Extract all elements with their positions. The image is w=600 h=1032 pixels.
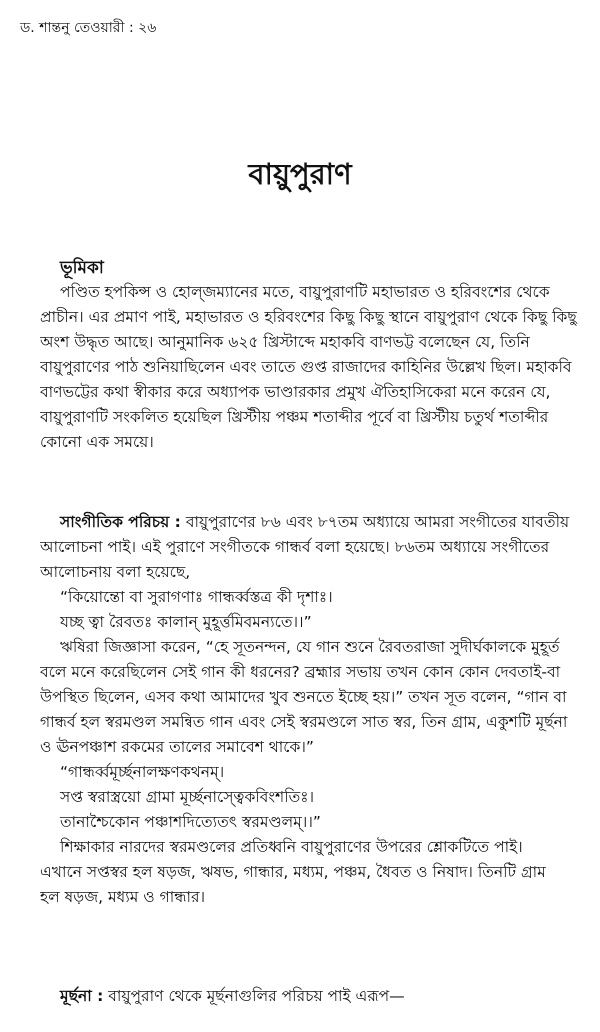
text-line: [40, 984, 580, 1009]
text-line: গান্ধর্ব হল স্বরমণ্ডল সমন্বিত গান এবং সেই স্বরমণ্ডলে সাত স্বর, তিন গ্রাম, একুশটি মূর্ছনা: [40, 713, 568, 731]
murchhana-text: বায়ুপুরাণ থেকে মূর্ছনাগুলির পরিচয় পাই এরূপ—: [103, 987, 405, 1005]
verse-line: যচ্ছ ত্বা রৈবতঃ কালান্ মুহূর্ত্তমিবমন্যতে।।”: [60, 613, 312, 631]
chapter-title: বায়ুপুরাণ: [248, 157, 352, 191]
text-line: উপস্থিত ছিলেন, এসব কথা আমাদের খুব শুনতে ইচ্ছে হয়।” তখন সূত বলেন, “গান বা: [40, 688, 567, 706]
text-line: অংশ উদ্ধৃত আছে। আনুমানিক ৬২৫ খ্রিস্টাব্দে মহাকবি বাণভট্ট বলেছেন যে, তিনি: [40, 333, 530, 351]
verse-line: সপ্ত স্বরাস্ত্রয়ো গ্রামা মূর্চ্ছনাস্ত্বেকবিংশতিঃ।: [60, 788, 315, 806]
sangitik-paragraph: [40, 510, 580, 910]
text-line: হল ষড়জ, মধ্যম ও গান্ধার।: [40, 888, 206, 906]
verse-line: “কিয়োন্তো বা সুরাগণাঃ গান্ধর্ব্বস্তত্র কী দৃশাঃ।: [60, 588, 333, 606]
text-line: ঋষিরা জিজ্ঞাসা করেন, “হে সূতনন্দন, যে গান শুনে রৈবতরাজা সুদীর্ঘকালকে মুহূর্ত: [60, 638, 560, 656]
text-line: এখানে সপ্তস্বর হল ষড়জ, ঋষভ, গান্ধার, মধ্যম, পঞ্চম, ধৈবত ও নিষাদ। তিনটি গ্রাম: [40, 863, 546, 881]
text-line: বায়ুপুরাণটি সংকলিত হয়েছিল খ্রিস্টীয় পঞ্চম শতাব্দীর পূর্বে বা খ্রিস্টীয় চতুর্থ শতাব্দীর: [40, 408, 549, 426]
text-line: বলে মনে করেছিলেন সেই গান কী ধরনের? ব্রহ্মার সভায় তখন কোন কোন দেবতাই-বা: [40, 663, 561, 681]
sangitik-first-line: বায়ুপুরাণের ৮৬ এবং ৮৭তম অধ্যায়ে আমরা সংগীতের যাবতীয়: [180, 513, 570, 531]
murchhana-paragraph: [40, 984, 580, 1009]
sangitik-label: সাংগীতিক পরিচয় :: [60, 513, 181, 531]
text-line: ও ঊনপঞ্চাশ রকমের তালের সমাবেশ থাকে।”: [40, 738, 314, 756]
text-line: [40, 510, 580, 535]
text-line: বাণভট্টের কথা স্বীকার করে অধ্যাপক ভাণ্ডারকার প্রমুখ ঐতিহাসিকেরা মনে করেন যে,: [40, 383, 551, 401]
text-line: কোনো এক সময়ে।: [40, 433, 154, 451]
running-header: ড. শান্তনু তেওয়ারী : ২৬: [20, 20, 157, 36]
text-line: শিক্ষাকার নারদের স্বরমণ্ডলের প্রতিধ্বনি বায়ুপুরাণের উপরের শ্লোকটিতে পাই।: [60, 838, 523, 856]
verse-line: তানাশ্চৈকোন পঞ্চাশদিত্যেতৎ স্বরমণ্ডলম্।।”: [60, 813, 321, 831]
text-line: পণ্ডিত হপকিন্স ও হোল্জম্যানের মতে, বায়ুপুরাণটি মহাভারত ও হরিবংশের থেকে: [60, 283, 550, 301]
text-line: আলোচনা পাই। এই পুরাণে সংগীতকে গান্ধর্ব বলা হয়েছে। ৮৬তম অধ্যায়ে সংগীতের: [40, 538, 550, 556]
text-line: আলোচনায় বলা হয়েছে,: [40, 563, 191, 581]
murchhana-label: মূর্ছনা :: [60, 987, 104, 1005]
verse-line: “গান্ধর্ব্বমূর্চ্ছনালক্ষণকথনম্।: [60, 763, 225, 781]
text-line: প্রাচীন। এর প্রমাণ পাই, মহাভারত ও হরিবংশের কিছু কিছু স্থানে বায়ুপুরাণ থেকে কিছু কিছু: [40, 308, 577, 326]
text-line: বায়ুপুরাণের পাঠ শুনিয়াছিলেন এবং তাতে গুপ্ত রাজাদের কাহিনির উল্লেখ ছিল। মহাকবি: [40, 358, 572, 376]
intro-paragraph: [40, 280, 580, 455]
section-heading-intro: ভূমিকা: [60, 258, 104, 278]
